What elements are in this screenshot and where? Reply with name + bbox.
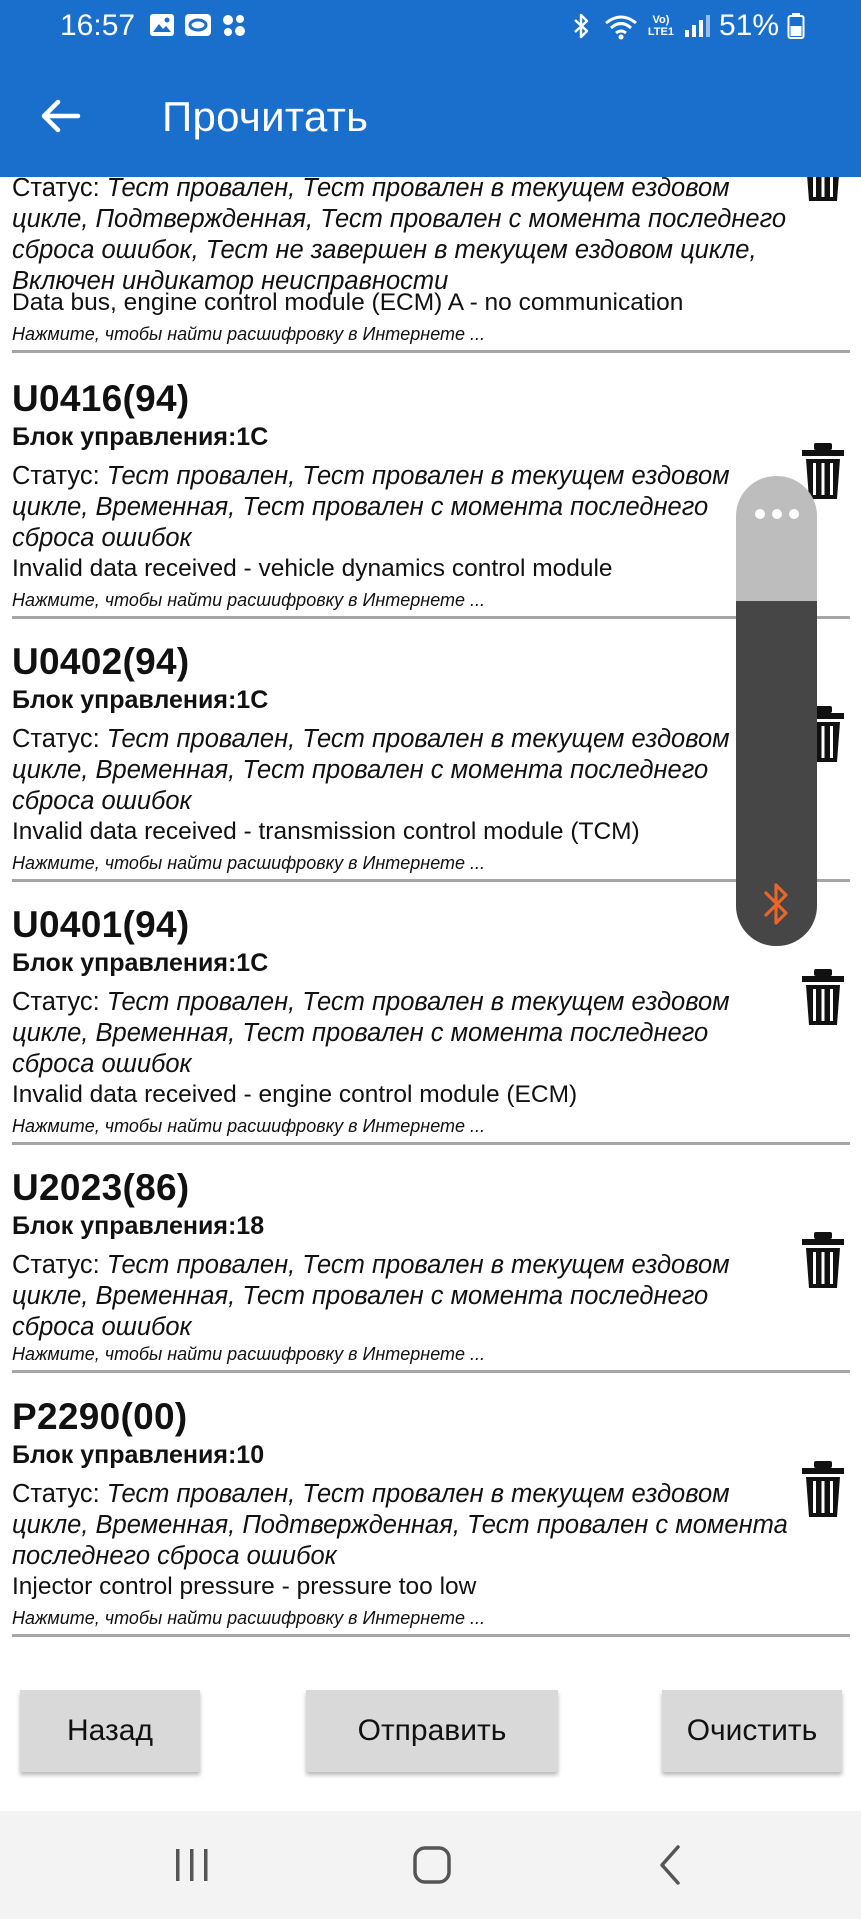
divider <box>12 350 850 353</box>
widget-menu-area[interactable] <box>736 476 817 601</box>
divider <box>12 1370 850 1373</box>
trash-icon[interactable] <box>800 1230 846 1290</box>
dtc-status: Статус: Тест провален, Тест провален в текущем ездовом цикле, Временная, Тест провален с момента последнего сброса ошибок <box>12 462 730 552</box>
battery-icon <box>787 12 805 40</box>
dtc-code: U2023(86) <box>12 1167 190 1208</box>
button-bar <box>0 1645 861 1811</box>
dtc-search-hint[interactable]: Нажмите, чтобы найти расшифровку в Интернете ... <box>12 853 486 873</box>
volte-icon: Vo) LTE1 <box>647 14 674 38</box>
divider <box>12 1634 850 1637</box>
back-arrow-icon[interactable] <box>38 94 82 138</box>
recent-apps-icon[interactable] <box>170 1843 214 1887</box>
dtc-code: U0401(94) <box>12 904 190 945</box>
app-icon <box>184 11 212 39</box>
dtc-description: Invalid data received - engine control module (ECM) <box>12 1081 578 1108</box>
dtc-module: Блок управления:18 <box>12 1212 265 1240</box>
dtc-code: U0402(94) <box>12 641 190 682</box>
bluetooth-icon <box>567 12 595 40</box>
dtc-module: Блок управления:1C <box>12 686 269 714</box>
status-left-icons <box>148 11 248 39</box>
dtc-module: Блок управления:1C <box>12 949 269 977</box>
dtc-search-hint[interactable]: Нажмите, чтобы найти расшифровку в Интернете ... <box>12 1608 486 1628</box>
dtc-description: Invalid data received - vehicle dynamics control module <box>12 555 613 582</box>
status-right-icons <box>567 8 805 44</box>
back-button[interactable]: Назад <box>20 1690 200 1772</box>
dtc-code: P2290(00) <box>12 1396 188 1437</box>
divider <box>12 1142 850 1145</box>
clear-button[interactable]: Очистить <box>662 1690 842 1772</box>
dtc-search-hint[interactable]: Нажмите, чтобы найти расшифровку в Интернете ... <box>12 324 486 344</box>
more-dots-icon[interactable] <box>754 508 800 520</box>
dtc-description: Injector control pressure - pressure too low <box>12 1573 477 1600</box>
status-bar <box>0 0 861 52</box>
widget-body[interactable] <box>736 601 817 946</box>
battery-percent: 51% <box>718 9 779 42</box>
app-bar <box>0 0 861 177</box>
trash-icon[interactable] <box>800 177 846 203</box>
divider <box>12 616 850 619</box>
divider <box>12 879 850 882</box>
wifi-icon <box>603 12 639 40</box>
dtc-status: Статус: Тест провален, Тест провален в текущем ездовом цикле, Временная, Тест провален с момента последнего сброса ошибок <box>12 1251 730 1341</box>
dtc-status: Статус: Тест провален, Тест провален в текущем ездовом цикле, Временная, Тест провален с момента последнего сброса ошибок <box>12 988 730 1078</box>
dtc-status: Статус: Тест провален, Тест провален в текущем ездовом цикле, Временная, Подтвержденная, Тест провален с момента последнего сброса ошибок <box>12 1480 788 1570</box>
trash-icon[interactable] <box>800 967 846 1027</box>
dtc-status: Статус: Тест провален, Тест провален в текущем ездовом цикле, Временная, Тест провален с момента последнего сброса ошибок <box>12 725 730 815</box>
home-icon[interactable] <box>410 1843 454 1887</box>
dtc-module: Блок управления:1C <box>12 423 269 451</box>
dtc-description: Invalid data received - transmission control module (TCM) <box>12 818 640 845</box>
dtc-search-hint[interactable]: Нажмите, чтобы найти расшифровку в Интернете ... <box>12 1116 486 1136</box>
bluetooth-icon <box>756 879 796 929</box>
dtc-module: Блок управления:10 <box>12 1441 265 1469</box>
dtc-search-hint[interactable]: Нажмите, чтобы найти расшифровку в Интернете ... <box>12 1344 486 1364</box>
trash-icon[interactable] <box>800 1459 846 1519</box>
status-time: 16:57 <box>60 9 136 42</box>
signal-icon <box>683 12 711 40</box>
dtc-code: U0416(94) <box>12 378 190 419</box>
dtc-list[interactable] <box>0 177 861 1645</box>
back-icon[interactable] <box>650 1843 694 1887</box>
system-nav-bar <box>0 1811 861 1919</box>
floating-widget[interactable] <box>736 476 817 946</box>
dtc-search-hint[interactable]: Нажмите, чтобы найти расшифровку в Интернете ... <box>12 590 486 610</box>
page-title: Прочитать <box>162 93 369 140</box>
dtc-status: Статус: Тест провален, Тест провален в текущем ездовом цикле, Подтвержденная, Тест провален с момента последнего сброса ошибок, Тест не завершен в текущем ездовом цикле, Включен индикатор неисправности <box>12 177 787 295</box>
dtc-description: Data bus, engine control module (ECM) A - no communication <box>12 289 684 316</box>
multi-app-icon <box>220 11 248 39</box>
gallery-icon <box>148 11 176 39</box>
send-button[interactable]: Отправить <box>306 1690 558 1772</box>
